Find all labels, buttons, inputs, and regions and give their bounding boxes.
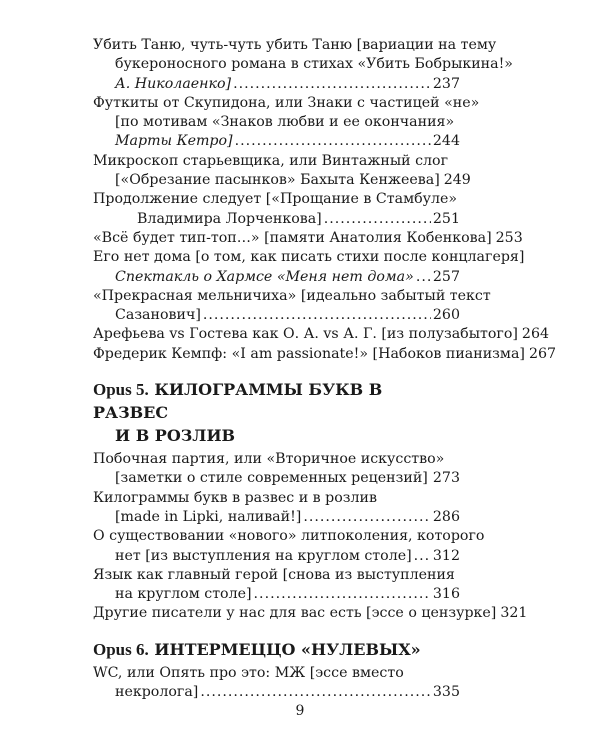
section-opus-label: Opus 5. — [93, 380, 149, 400]
toc-entry-title-cont: на круглом столе] — [115, 586, 252, 603]
leader-dots — [200, 683, 431, 702]
leader-dots — [324, 210, 431, 229]
toc-page-number: 244 — [432, 133, 460, 150]
toc-entry — [93, 345, 557, 364]
leader-dots — [203, 306, 431, 325]
toc-entry-title: Другие писатели у нас для вас есть [эссе о цензурке] — [93, 605, 497, 622]
toc-entry-title-cont: некролога] — [115, 684, 199, 701]
toc-entry — [93, 450, 460, 489]
toc-entry-title-cont: Владимира Лорченкова] — [137, 210, 322, 227]
toc-entry-title-cont: Сазанович] — [115, 307, 201, 324]
toc-page-number: 264 — [521, 326, 550, 343]
toc-entry — [93, 190, 460, 229]
toc-page-number: 316 — [432, 586, 460, 603]
toc-entry-title: Его нет дома [о том, как писать стихи после концлагеря] — [93, 249, 525, 266]
section-opus-label: Opus 6. — [93, 639, 149, 659]
toc-entry — [93, 527, 485, 566]
toc-page-number: 237 — [432, 75, 460, 92]
toc-page-number: 312 — [432, 547, 460, 564]
toc-page-number: 249 — [443, 172, 471, 189]
toc-entry-title: Арефьева vs Гостева как О. А. vs А. Г. [из полузабытого] — [93, 326, 518, 343]
toc-entry — [93, 664, 460, 703]
toc-entry — [93, 287, 491, 326]
leader-dots — [254, 585, 431, 604]
toc-page-number: 321 — [500, 605, 528, 622]
toc-entry-title: WC, или Опять про это: МЖ [эссе вместо — [93, 664, 404, 681]
toc-entry-title: Футкиты от Скупидона, или Знаки с частицей «не» — [93, 94, 480, 111]
toc-entry-title: «Всё будет тип-топ…» [памяти Анатолия Кобенкова] — [93, 229, 492, 246]
toc-entry-title-cont: [«Обрезание пасынков» Бахыта Кенжеева] — [115, 172, 440, 189]
toc-entry — [93, 325, 550, 344]
toc-entry-title: Язык как главный герой [снова из выступления — [93, 566, 455, 583]
toc-entry-author: А. Николаенко] — [115, 75, 232, 92]
leader-dots — [430, 469, 431, 488]
toc-entry-title: Фредерик Кемпф: «I am passionate!» [Набоков пианизма] — [93, 345, 525, 362]
toc-page-number: 286 — [432, 508, 460, 525]
toc-page-number: 335 — [432, 684, 460, 701]
toc-entry — [93, 489, 460, 528]
toc-entry-title: О существовании «нового» литпоколения, которого — [93, 528, 485, 545]
toc-entry-title: «Прекрасная мельничиха» [идеально забытый текст — [93, 287, 491, 304]
toc-entry — [93, 248, 525, 287]
toc-entry-title: Убить Таню, чуть-чуть убить Таню [вариации на тему — [93, 37, 497, 53]
table-of-contents — [93, 36, 557, 702]
leader-dots — [416, 268, 431, 287]
toc-page-number: 251 — [432, 210, 460, 227]
leader-dots — [233, 75, 431, 94]
toc-page-number: 273 — [432, 470, 460, 487]
toc-entry-title: Побочная партия, или «Вторичное искусство» — [93, 451, 445, 468]
leader-dots — [235, 132, 431, 151]
toc-entry-title-cont: Спектакль о Хармсе «Меня нет дома» — [115, 268, 414, 285]
section-heading-opus-5 — [93, 378, 460, 447]
toc-entry-title-cont: [заметки о стиле современных рецензий] — [115, 470, 428, 487]
toc-entry — [93, 152, 471, 191]
toc-entry-author: Марты Кетро] — [115, 133, 233, 150]
toc-page-number: 260 — [432, 307, 460, 324]
leader-dots — [414, 547, 431, 566]
page-number: 9 — [295, 703, 305, 719]
toc-entry — [93, 36, 513, 94]
toc-entry — [93, 604, 528, 623]
toc-entry — [93, 229, 523, 248]
leader-dots — [303, 508, 431, 527]
toc-entry-title-cont: [по мотивам «Знаков любви и ее окончания» — [115, 114, 455, 131]
toc-entry — [93, 566, 460, 605]
toc-entry-title-cont: [made in Lipki, наливай!] — [115, 508, 302, 525]
section-title: ИНТЕРМЕЦЦО «НУЛЕВЫХ» — [154, 639, 421, 659]
toc-entry-title-cont: нет [из выступления на круглом столе] — [115, 547, 412, 564]
toc-page-number: 253 — [495, 229, 523, 246]
section-title-cont: И В РОЗЛИВ — [115, 426, 236, 446]
toc-entry — [93, 94, 480, 152]
toc-entry-title: Продолжение следует [«Прощание в Стамбуле» — [93, 191, 458, 208]
section-title: КИЛОГРАММЫ БУКВ В РАЗВЕС — [93, 380, 383, 423]
toc-entry-title: Килограммы букв в развес и в розлив — [93, 489, 377, 506]
toc-entry-title-cont: букероносного романа в стихах «Убить Бобрыкина!» — [115, 56, 513, 73]
toc-page-number: 257 — [432, 268, 460, 285]
toc-page-number: 267 — [528, 345, 557, 362]
toc-entry-title: Микроскоп старьевщика, или Винтажный слог — [93, 152, 449, 169]
section-heading-opus-6 — [93, 638, 460, 661]
